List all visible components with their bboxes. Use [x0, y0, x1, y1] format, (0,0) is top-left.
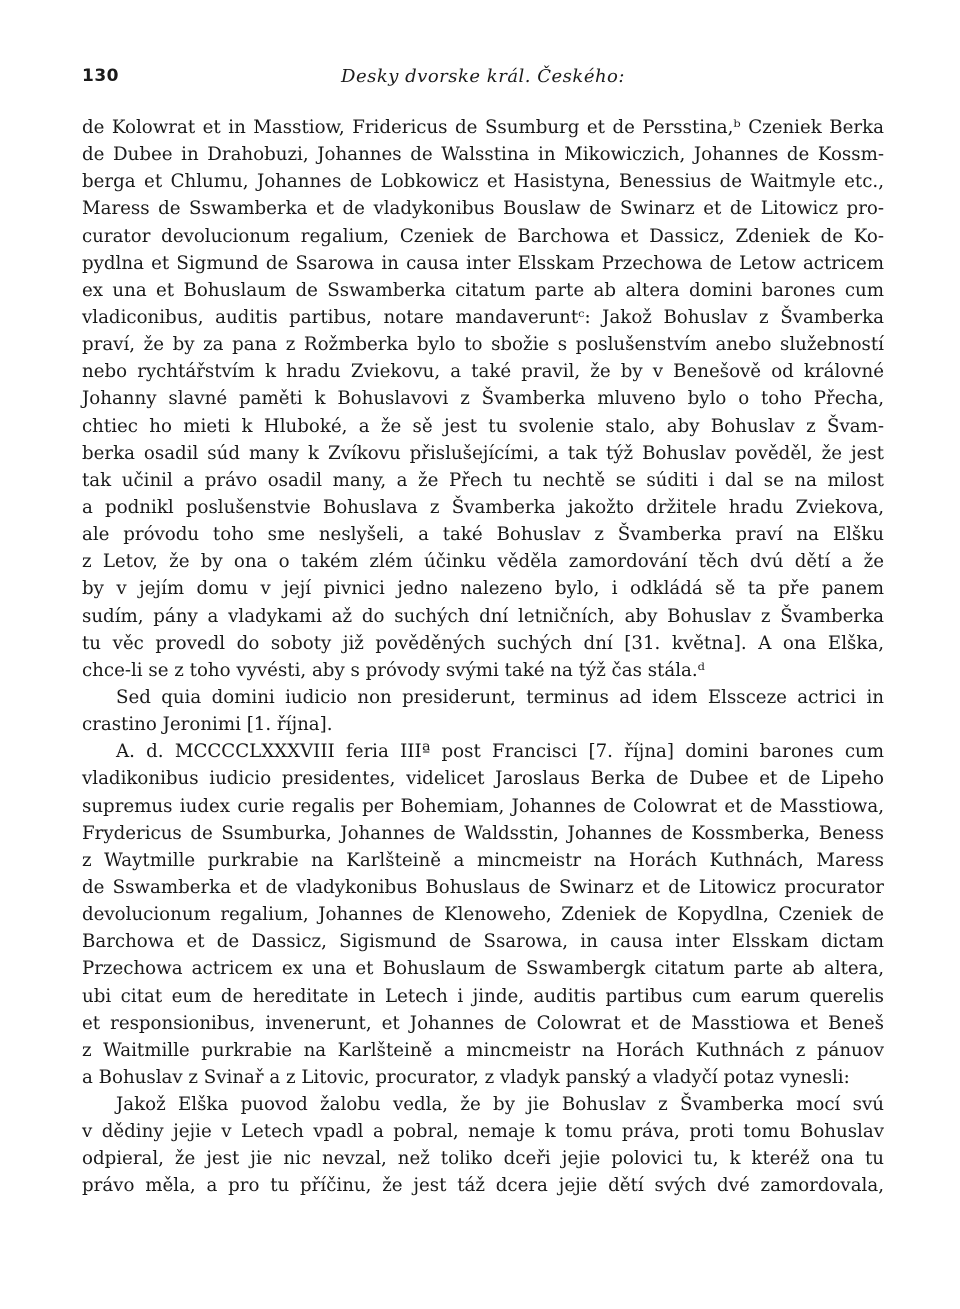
- text-line: z Letov, že by ona o takém zlém účinku věděla zamordování těch dvú dětí a že: [82, 551, 884, 573]
- text-line: by v jejím domu v její pivnici jedno nalezeno bylo, i odkládá sě ta pře panem: [82, 578, 884, 600]
- page-number: 130: [82, 66, 119, 86]
- text-line: de Sswamberka et de vladykonibus Bohuslaus de Swinarz et de Litowicz procurator: [82, 876, 884, 898]
- text-line: berga et Chlumu, Johannes de Lobkowicz et Hasistyna, Benessius de Waitmyle etc.,: [82, 171, 884, 193]
- text-line: de Kolowrat et in Masstiow, Fridericus de Ssumburg et de Persstina,ᵇ Czeniek Berka: [82, 117, 884, 138]
- text-line: a Bohuslav z Svinař a z Litovic, procurator, z vladyk panský a vladyčí potaz vynesli:: [82, 1066, 850, 1088]
- text-line: praví, že by za pana z Rožmberka bylo to sbožie s poslušenstvím anebo služebností: [82, 334, 884, 356]
- body-text: [82, 114, 884, 1200]
- text-line: vladiconibus, auditis partibus, notare mandaveruntᶜ: Jakož Bohuslav z Švamberka: [82, 306, 884, 328]
- text-line: a podnikl poslušenstvie Bohuslava z Švamberka jakožto držitele hradu Zviekova,: [82, 496, 884, 518]
- page-header: [82, 66, 884, 100]
- text-line: supremus iudex curie regalis per Bohemiam, Johannes de Colowrat et de Masstiowa,: [82, 795, 884, 817]
- text-line: ale próvodu toho sme neslyšeli, a také Bohuslav z Švamberka praví na Elšku: [82, 524, 884, 546]
- text-line: de Dubee in Drahobuzi, Johannes de Walsstina in Mikowiczich, Johannes de Kossm-: [82, 144, 884, 166]
- text-line: odpieral, že jest jie nic nevzal, než toliko dceři jejie polovici tu, k kteréž ona tu: [82, 1148, 884, 1170]
- text-line: sudím, pány a vladykami až do suchých dní letničních, aby Bohuslav z Švamberka: [82, 605, 884, 627]
- text-line: Frydericus de Ssumburka, Johannes de Waldsstin, Johannes de Kossmberka, Beness: [82, 822, 884, 844]
- text-line: pydlna et Sigmund de Ssarowa in causa inter Elsskam Przechowa de Letow actricem: [82, 252, 884, 274]
- text-line: Johanny slavné paměti k Bohuslavovi z Švamberka mluveno bylo o toho Přecha,: [82, 388, 884, 410]
- text-line: vladikonibus iudicio presidentes, videlicet Jaroslaus Berka de Dubee et de Lipeho: [82, 768, 884, 790]
- text-line: tu věc provedl do soboty již pověděných suchých dní [31. května]. A ona Elška,: [82, 632, 884, 654]
- text-line: chce-li se z toho vyvésti, aby s próvody svými také na týž čas stála.ᵈ: [82, 659, 705, 681]
- text-line: nebo rychtářstvím k hradu Zviekovu, a také pravil, že by v Benešově od královné: [82, 361, 884, 383]
- text-line: ubi citat eum de hereditate in Letech i jinde, auditis partibus cum earum querelis: [82, 985, 884, 1007]
- text-line: crastino Jeronimi [1. října].: [82, 714, 333, 736]
- text-line: Przechowa actricem ex una et Bohuslaum de Sswambergk citatum parte ab altera,: [82, 958, 884, 980]
- text-line: devolucionum regalium, Johannes de Klenoweho, Zdeniek de Kopydlna, Czeniek de: [82, 904, 884, 926]
- text-line: et responsionibus, invenerunt, et Johannes de Colowrat et de Masstiowa et Beneš: [82, 1012, 884, 1034]
- text-line: tak učinil a právo osadil many, a že Přech tu nechtě se súditi i dal se na milost: [82, 469, 884, 491]
- text-line: chtiec ho mieti k Hluboké, a že sě jest tu svolenie stalo, aby Bohuslav z Švam-: [82, 415, 884, 437]
- text-line: v dědiny jejie v Letech vpadl a pobral, nemaje k tomu práva, proti tomu Bohuslav: [82, 1121, 884, 1143]
- text-line: A. d. MCCCCLXXXVIII feria IIIª post Francisci [7. října] domini barones cum: [116, 741, 884, 763]
- text-line: z Waitmille purkrabie na Karlšteině a mincmeistr na Horách Kuthnách z pánuov: [82, 1039, 884, 1061]
- text-line: právo měla, a pro tu příčinu, že jest táž dcera jejie dětí svých dvé zamordovala,: [82, 1175, 884, 1197]
- running-title: Desky dvorske král. Českého:: [341, 66, 625, 87]
- text-line: curator devolucionum regalium, Czeniek de Barchowa et Dassicz, Zdeniek de Ko-: [82, 225, 884, 247]
- text-line: z Waytmille purkrabie na Karlšteině a mincmeistr na Horách Kuthnách, Maress: [82, 849, 884, 871]
- text-line: Jakož Elška puovod žalobu vedla, že by jie Bohuslav z Švamberka mocí svú: [116, 1094, 884, 1116]
- text-line: Sed quia domini iudicio non presiderunt, terminus ad idem Elssceze actrici in: [116, 686, 884, 708]
- text-line: Barchowa et de Dassicz, Sigismund de Ssarowa, in causa inter Elsskam dictam: [82, 931, 884, 953]
- text-line: Maress de Sswamberka et de vladykonibus Bouslaw de Swinarz et de Litowicz pro-: [82, 198, 884, 220]
- text-line: ex una et Bohuslaum de Sswamberka citatum parte ab altera domini barones cum: [82, 279, 884, 301]
- text-line: berka osadil súd many k Zvíkovu přislušejícími, a tak týž Bohuslav pověděl, že jest: [82, 442, 884, 464]
